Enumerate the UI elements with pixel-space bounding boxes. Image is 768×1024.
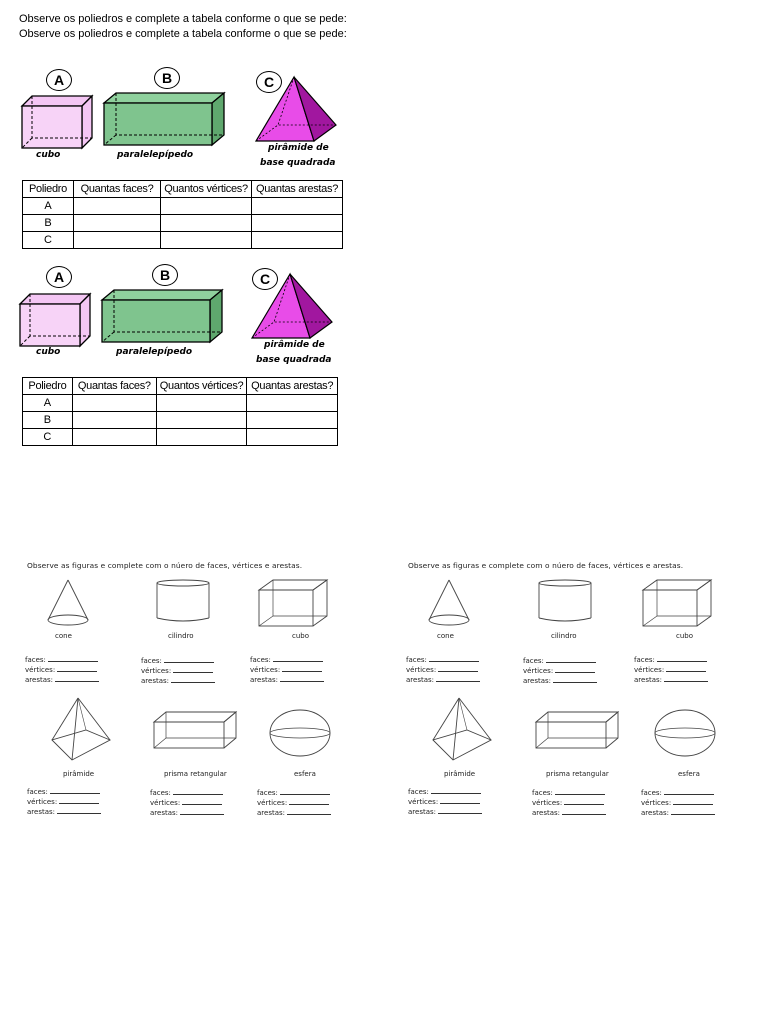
field-label-arestas: arestas:: [150, 809, 179, 817]
field-label-vertices: vértices:: [532, 799, 563, 807]
answer-cell[interactable]: [156, 429, 247, 446]
cone-icon: [46, 578, 90, 628]
header-arestas: Quantas arestas?: [247, 378, 338, 395]
answer-line[interactable]: [564, 798, 604, 805]
answer-line[interactable]: [57, 807, 101, 814]
shape-label-cubo: cubo: [676, 632, 694, 640]
answer-cell[interactable]: [247, 395, 338, 412]
fields-prisma: [150, 788, 224, 818]
answer-line[interactable]: [664, 675, 708, 682]
fields-cubo: [634, 655, 708, 685]
field-label-faces: faces:: [27, 788, 48, 796]
pyramid-outline-icon: [50, 696, 112, 762]
header-faces: Quantas faces?: [74, 181, 161, 198]
fields-cubo: [250, 655, 324, 685]
answer-cell[interactable]: [161, 198, 252, 215]
answer-line[interactable]: [673, 798, 713, 805]
answer-cell[interactable]: [161, 232, 252, 249]
table-row: [23, 232, 343, 249]
answer-cell[interactable]: [72, 412, 156, 429]
caption-piramide-2: pirâmide de: [264, 340, 325, 350]
worksheet-title: Observe as figuras e complete com o núero de faces, vértices e arestas.: [27, 561, 303, 570]
answer-line[interactable]: [173, 788, 223, 795]
row-label-a: A: [23, 395, 73, 412]
answer-line[interactable]: [280, 675, 324, 682]
answer-line[interactable]: [280, 788, 330, 795]
answer-line[interactable]: [429, 655, 479, 662]
polyhedra-table-2: [22, 377, 338, 446]
cylinder-icon: [155, 578, 211, 624]
pyramid-outline-icon: [431, 696, 493, 762]
field-label-vertices: vértices:: [634, 666, 665, 674]
answer-cell[interactable]: [252, 198, 343, 215]
field-label-arestas: arestas:: [406, 676, 435, 684]
answer-line[interactable]: [555, 666, 595, 673]
answer-line[interactable]: [282, 665, 322, 672]
field-label-arestas: arestas:: [27, 808, 56, 816]
label-circle-b: B: [154, 67, 180, 89]
label-circle-a: A: [46, 266, 72, 288]
field-label-vertices: vértices:: [257, 799, 288, 807]
header-poliedro: Poliedro: [23, 181, 74, 198]
caption-paralelepipedo: paralelepípedo: [116, 347, 193, 357]
field-label-vertices: vértices:: [250, 666, 281, 674]
field-label-faces: faces:: [523, 657, 544, 665]
cube-figure: [20, 94, 94, 150]
field-label-faces: faces:: [641, 789, 662, 797]
shape-label-esfera: esfera: [294, 770, 316, 778]
answer-cell[interactable]: [74, 198, 161, 215]
row-label-b: B: [23, 412, 73, 429]
label-circle-b: B: [152, 264, 178, 286]
answer-line[interactable]: [438, 665, 478, 672]
field-label-vertices: vértices:: [523, 667, 554, 675]
row-label-b: B: [23, 215, 74, 232]
answer-line[interactable]: [164, 656, 214, 663]
caption-paralelepipedo: paralelepípedo: [117, 150, 194, 160]
fields-piramide: [27, 787, 101, 817]
answer-line[interactable]: [555, 788, 605, 795]
answer-cell[interactable]: [74, 215, 161, 232]
header-poliedro: Poliedro: [23, 378, 73, 395]
worksheet-title: Observe as figuras e complete com o núero de faces, vértices e arestas.: [408, 561, 684, 570]
fields-prisma: [532, 788, 606, 818]
field-label-faces: faces:: [141, 657, 162, 665]
field-label-faces: faces:: [532, 789, 553, 797]
polyhedra-table-1: [22, 180, 343, 249]
pyramid-figure: [254, 75, 338, 143]
answer-line[interactable]: [431, 787, 481, 794]
row-label-a: A: [23, 198, 74, 215]
answer-line[interactable]: [546, 656, 596, 663]
answer-line[interactable]: [671, 808, 715, 815]
row-label-c: C: [23, 232, 74, 249]
answer-line[interactable]: [171, 676, 215, 683]
answer-cell[interactable]: [252, 232, 343, 249]
rectangular-prism-icon: [152, 710, 238, 750]
field-label-arestas: arestas:: [257, 809, 286, 817]
field-label-arestas: arestas:: [250, 676, 279, 684]
answer-line[interactable]: [562, 808, 606, 815]
cone-icon: [427, 578, 471, 628]
shape-label-esfera: esfera: [678, 770, 700, 778]
shape-label-prisma-retangular: prisma retangular: [164, 770, 227, 778]
field-label-arestas: arestas:: [532, 809, 561, 817]
field-label-arestas: arestas:: [141, 677, 170, 685]
fields-cone: [406, 655, 480, 685]
field-label-vertices: vértices:: [141, 667, 172, 675]
header-vertices: Quantos vértices?: [156, 378, 247, 395]
field-label-vertices: vértices:: [406, 666, 437, 674]
fields-esfera: [257, 788, 331, 818]
table-row: [23, 412, 338, 429]
answer-line[interactable]: [666, 665, 706, 672]
answer-line[interactable]: [289, 798, 329, 805]
answer-cell[interactable]: [247, 412, 338, 429]
field-label-faces: faces:: [257, 789, 278, 797]
answer-cell[interactable]: [156, 395, 247, 412]
caption-base-quadrada: base quadrada: [256, 355, 332, 365]
answer-line[interactable]: [57, 665, 97, 672]
answer-cell[interactable]: [72, 395, 156, 412]
field-label-arestas: arestas:: [25, 676, 54, 684]
field-label-faces: faces:: [408, 788, 429, 796]
answer-cell[interactable]: [252, 215, 343, 232]
answer-cell[interactable]: [156, 412, 247, 429]
answer-line[interactable]: [657, 655, 707, 662]
header-arestas: Quantas arestas?: [252, 181, 343, 198]
header-faces: Quantas faces?: [72, 378, 156, 395]
row-label-c: C: [23, 429, 73, 446]
answer-cell[interactable]: [74, 232, 161, 249]
answer-line[interactable]: [182, 798, 222, 805]
shape-label-cubo: cubo: [292, 632, 310, 640]
parallelepiped-figure: [102, 91, 226, 147]
answer-line[interactable]: [438, 807, 482, 814]
cube-outline-icon: [257, 578, 329, 628]
cube-figure: [18, 292, 92, 348]
shape-label-piramide: pirâmide: [63, 770, 95, 778]
answer-line[interactable]: [173, 666, 213, 673]
answer-line[interactable]: [55, 675, 99, 682]
field-label-faces: faces:: [406, 656, 427, 664]
table-header-row: [23, 181, 343, 198]
caption-piramide-1: pirâmide de: [268, 143, 329, 153]
field-label-faces: faces:: [634, 656, 655, 664]
field-label-arestas: arestas:: [408, 808, 437, 816]
table-row: [23, 198, 343, 215]
instruction-text-2: Observe os poliedros e complete a tabela conforme o que se pede:: [19, 28, 347, 40]
field-label-faces: faces:: [250, 656, 271, 664]
field-label-vertices: vértices:: [27, 798, 58, 806]
shape-label-cilindro: cilindro: [168, 632, 194, 640]
table-row: [23, 429, 338, 446]
fields-piramide: [408, 787, 482, 817]
header-vertices: Quantos vértices?: [161, 181, 252, 198]
fields-cone: [25, 655, 99, 685]
shape-label-prisma-retangular: prisma retangular: [546, 770, 609, 778]
label-circle-c: C: [252, 268, 278, 290]
shape-label-cone: cone: [55, 632, 72, 640]
table-row: [23, 395, 338, 412]
answer-line[interactable]: [440, 797, 480, 804]
caption-base-quadrada: base quadrada: [260, 158, 336, 168]
field-label-faces: faces:: [25, 656, 46, 664]
parallelepiped-figure: [100, 288, 224, 344]
field-label-vertices: vértices:: [408, 798, 439, 806]
field-label-faces: faces:: [150, 789, 171, 797]
field-label-vertices: vértices:: [641, 799, 672, 807]
field-label-arestas: arestas:: [641, 809, 670, 817]
pyramid-figure: [250, 272, 334, 340]
answer-line[interactable]: [287, 808, 331, 815]
cube-outline-icon: [641, 578, 713, 628]
answer-cell[interactable]: [247, 429, 338, 446]
answer-line[interactable]: [664, 788, 714, 795]
instruction-text-1: Observe os poliedros e complete a tabela conforme o que se pede:: [19, 13, 347, 25]
shape-label-cilindro: cilindro: [551, 632, 577, 640]
answer-line[interactable]: [273, 655, 323, 662]
shape-label-piramide: pirâmide: [444, 770, 476, 778]
answer-line[interactable]: [436, 675, 480, 682]
label-circle-a: A: [46, 69, 72, 91]
answer-line[interactable]: [59, 797, 99, 804]
label-circle-c: C: [256, 71, 282, 93]
answer-line[interactable]: [48, 655, 98, 662]
rectangular-prism-icon: [534, 710, 620, 750]
sphere-icon: [653, 708, 717, 758]
shape-label-cone: cone: [437, 632, 454, 640]
sphere-icon: [268, 708, 332, 758]
answer-cell[interactable]: [161, 215, 252, 232]
field-label-vertices: vértices:: [25, 666, 56, 674]
answer-cell[interactable]: [72, 429, 156, 446]
fields-esfera: [641, 788, 715, 818]
fields-cilindro: [523, 656, 597, 686]
fields-cilindro: [141, 656, 215, 686]
answer-line[interactable]: [50, 787, 100, 794]
caption-cubo: cubo: [36, 347, 61, 357]
field-label-vertices: vértices:: [150, 799, 181, 807]
field-label-arestas: arestas:: [523, 677, 552, 685]
table-header-row: [23, 378, 338, 395]
field-label-arestas: arestas:: [634, 676, 663, 684]
answer-line[interactable]: [180, 808, 224, 815]
answer-line[interactable]: [553, 676, 597, 683]
table-row: [23, 215, 343, 232]
cylinder-icon: [537, 578, 593, 624]
caption-cubo: cubo: [36, 150, 61, 160]
